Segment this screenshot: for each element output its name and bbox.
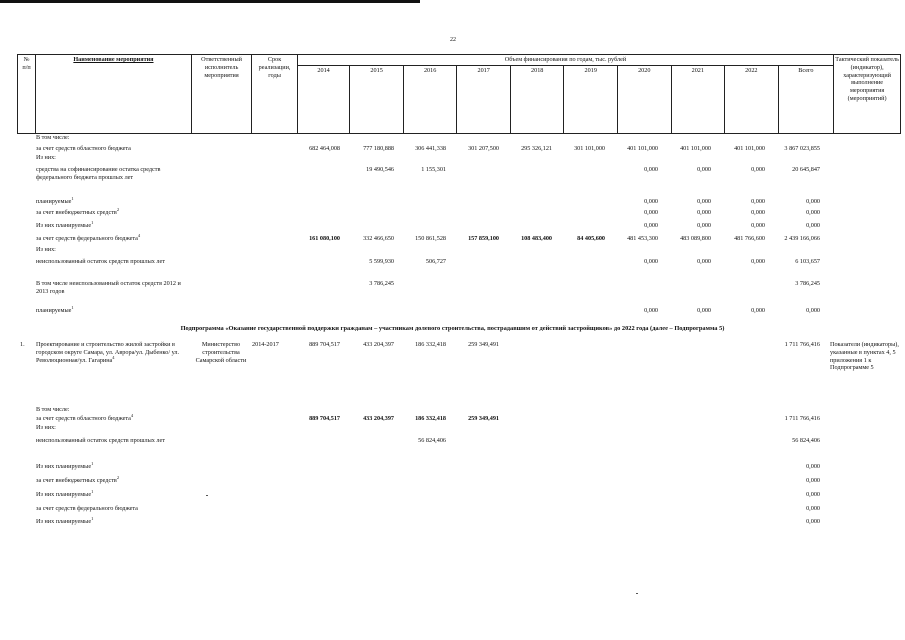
table-cell: 0,000	[806, 518, 820, 525]
header-year: 2014	[297, 66, 350, 134]
header-year: 2021	[671, 66, 725, 134]
header-executor: Ответственный исполнитель мероприятия	[191, 55, 252, 134]
table-cell: 301 207,500	[468, 145, 499, 152]
header-total: Всего	[778, 66, 834, 134]
table-cell: 306 441,338	[415, 145, 446, 152]
table-cell: 186 332,418	[415, 415, 446, 422]
table-cell: 0,000	[806, 477, 820, 484]
header-year: 2016	[403, 66, 457, 134]
header-year: 2018	[510, 66, 564, 134]
table-cell: 0,000	[644, 166, 658, 173]
table-cell: 481 453,300	[627, 235, 658, 242]
table-cell: 161 080,100	[309, 235, 340, 242]
row-label	[36, 474, 186, 485]
scan-dot	[636, 593, 638, 594]
row-label-text: планируемые	[36, 307, 72, 314]
row-label	[36, 406, 186, 414]
row-label	[36, 219, 186, 230]
row-label-text: Из них планируемые	[36, 491, 92, 498]
table-cell: 0,000	[697, 209, 711, 216]
table-cell: 19 490,546	[366, 166, 394, 173]
row-label	[36, 206, 186, 217]
page-number: 22	[450, 37, 456, 43]
table-cell: 777 180,888	[363, 145, 394, 152]
item-name-sup: 4	[112, 354, 115, 360]
table-cell: 0,000	[806, 491, 820, 498]
row-label-text: Из них:	[36, 154, 56, 161]
table-cell: 0,000	[644, 222, 658, 229]
table-cell: 3 867 023,855	[784, 145, 820, 152]
footnote-mark: 1	[91, 488, 94, 494]
footnote-mark: 2	[116, 474, 120, 480]
table-cell: 108 483,400	[521, 235, 552, 242]
row-label	[36, 258, 186, 266]
row-label	[36, 145, 186, 153]
footnote-mark: 1	[71, 195, 74, 201]
row-label-text: Из них:	[36, 246, 56, 253]
table-cell: 0,000	[697, 198, 711, 205]
footnote-mark: 2	[116, 206, 120, 212]
item-name	[36, 341, 186, 364]
row-label	[36, 488, 186, 499]
row-label	[36, 505, 186, 513]
table-cell: 1 711 766,416	[784, 415, 820, 422]
row-label-text: Из них планируемые	[36, 222, 92, 229]
footnote-mark: 4	[137, 232, 141, 238]
table-cell: 0,000	[806, 198, 820, 205]
row-label-text: В том числе:	[36, 406, 70, 413]
table-cell: 0,000	[806, 209, 820, 216]
row-label	[36, 280, 186, 296]
table-cell: 5 599,930	[369, 258, 394, 265]
row-label	[36, 195, 186, 206]
table-cell: 0,000	[751, 209, 765, 216]
table-cell: 6 103,657	[795, 258, 820, 265]
header-indicator: Тактический показатель (индикатор), характеризующий выполнение мероприятия (мероприятий)	[834, 55, 901, 134]
table-cell: 295 326,121	[521, 145, 552, 152]
table-cell: 0,000	[806, 505, 820, 512]
table-cell: 0,000	[751, 258, 765, 265]
table-cell: 0,000	[644, 198, 658, 205]
table-cell: 0,000	[751, 307, 765, 314]
table-cell: 0,000	[644, 258, 658, 265]
row-label	[36, 154, 186, 162]
table-cell: 433 204,397	[363, 415, 394, 422]
table-cell: 0,000	[644, 307, 658, 314]
row-label	[36, 412, 186, 423]
footnote-mark: 1	[91, 515, 94, 521]
table-cell: 150 861,528	[415, 235, 446, 242]
row-label-text: Из них планируемые	[36, 463, 92, 470]
footnote-mark: 1	[91, 219, 94, 225]
table-cell: 332 466,650	[363, 235, 394, 242]
row-label-text: планируемые	[36, 198, 72, 205]
table-cell: 481 766,600	[734, 235, 765, 242]
subprogram-title: Подпрограмма «Оказание государственной поддержки гражданам – участникам долевого строительства, пострадавшим от действий застройщиков» до 2022 года (далее – Подпрограмма 5)	[180, 325, 725, 332]
table-cell: 483 089,800	[680, 235, 711, 242]
table-cell: 0,000	[751, 222, 765, 229]
row-label	[36, 232, 186, 243]
row-label-text: за счет средств областного бюджета	[36, 415, 131, 422]
footnote-mark: 1	[71, 304, 74, 310]
header-funding: Объем финансирования по годам, тыс. рублей	[297, 55, 833, 66]
table-cell: 0,000	[806, 222, 820, 229]
footnote-mark: 1	[91, 460, 94, 466]
row-label	[36, 437, 186, 445]
item-term: 2014-2017	[252, 341, 279, 348]
table-cell: 84 405,600	[577, 235, 605, 242]
table-cell: 3 786,245	[795, 280, 820, 287]
table-cell: 56 824,406	[418, 437, 446, 444]
row-label	[36, 304, 186, 315]
row-label	[36, 460, 186, 471]
table-cell: 0,000	[751, 198, 765, 205]
row-label-text: Из них планируемые	[36, 518, 92, 525]
header-num: № п/п	[18, 55, 36, 134]
table-cell: 3 786,245	[369, 280, 394, 287]
table-cell: 1 711 766,416	[784, 341, 820, 348]
row-label	[36, 134, 186, 142]
row-label-text: В том числе неиспользованный остаток средств 2012 и 2013 годов	[36, 280, 181, 295]
table-cell: 301 101,000	[574, 145, 605, 152]
item-indicator: Показатели (индикаторы), указанные в пунктах 4, 5 приложения 1 к Подпрограмме 5	[830, 341, 899, 372]
row-label	[36, 246, 186, 254]
row-label-text: В том числе:	[36, 134, 70, 141]
row-label-text: за счет внебюджетных средств	[36, 209, 117, 216]
table-cell: 506,727	[425, 258, 446, 265]
row-label	[36, 166, 186, 182]
table-cell: 0,000	[697, 307, 711, 314]
header-year: 2015	[350, 66, 404, 134]
table-cell: 0,000	[697, 258, 711, 265]
row-label-text: за счет средств федерального бюджета	[36, 505, 138, 512]
table-cell: 889 704,517	[309, 415, 340, 422]
header-year: 2017	[457, 66, 511, 134]
table-cell: 401 101,000	[680, 145, 711, 152]
table-cell: 0,000	[697, 222, 711, 229]
table-cell: 0,000	[806, 307, 820, 314]
scan-dot	[206, 495, 208, 496]
row-label-text: Из них:	[36, 424, 56, 431]
table-cell: 56 824,406	[792, 437, 820, 444]
table-cell: 20 645,847	[792, 166, 820, 173]
table-cell: 401 101,000	[734, 145, 765, 152]
row-label-text: за счет средств федерального бюджета	[36, 235, 138, 242]
row-label	[36, 515, 186, 526]
table-cell: 186 332,418	[415, 341, 446, 348]
item-number: 1.	[20, 341, 25, 348]
table-cell: 0,000	[697, 166, 711, 173]
row-label	[36, 424, 186, 432]
table-cell: 2 439 166,066	[784, 235, 820, 242]
row-label-text: неиспользованный остаток средств прошлых лет	[36, 437, 165, 444]
row-label-text: неиспользованный остаток средств прошлых лет	[36, 258, 165, 265]
row-label-text: средства на софинансирование остатка средств федерального бюджета прошлых лет	[36, 166, 161, 181]
item-name-text: Проектирование и строительство жилой застройки в городском округе Самара, ул. Аврора/ул. Дыбенко/ ул. Революционная/ул. Гагарина	[36, 341, 180, 364]
table-cell: 1 155,301	[421, 166, 446, 173]
header-name: Наименование мероприятия	[36, 55, 192, 134]
row-label-text: за счет внебюджетных средств	[36, 477, 117, 484]
header-year: 2022	[725, 66, 779, 134]
table-cell: 157 859,100	[468, 235, 499, 242]
header-term: Срок реализации, годы	[252, 55, 297, 134]
item-executor: Министерство строительства Самарской области	[195, 341, 247, 364]
table-cell: 889 704,517	[309, 341, 340, 348]
table-cell: 0,000	[644, 209, 658, 216]
table-cell: 0,000	[751, 166, 765, 173]
table-cell: 433 204,397	[363, 341, 394, 348]
header-year: 2019	[564, 66, 618, 134]
table-cell: 259 349,491	[468, 341, 499, 348]
table-cell: 401 101,000	[627, 145, 658, 152]
table-cell: 0,000	[806, 463, 820, 470]
table-cell: 259 349,491	[468, 415, 499, 422]
header-year: 2020	[617, 66, 671, 134]
footnote-mark: 4	[130, 412, 134, 418]
table-cell: 682 464,008	[309, 145, 340, 152]
row-label-text: за счет средств областного бюджета	[36, 145, 131, 152]
